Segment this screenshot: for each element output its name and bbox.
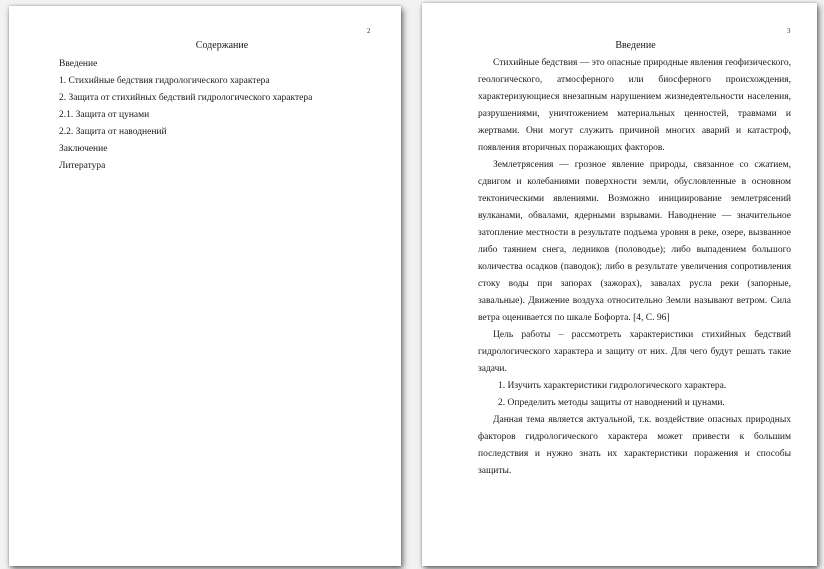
table-of-contents: [59, 56, 312, 175]
toc-title: Содержание: [195, 40, 249, 51]
paragraph: Данная тема является актуальной, т.к. воздействие опасных природных факторов гидрологического характера может привести к большим последствия и нужно знать их характеристики поражения и способы защиты.: [478, 415, 791, 476]
page-number: 2: [367, 27, 371, 35]
paragraph: Стихийные бедствия — это опасные природные явления геофизического, геологического, атмосферного или биосферного происхождения, характеризующиеся внезапным нарушением жизнедеятельности населения, разрушениями, уничтожением материальных ценностей, травмами и жертвами. Они могут служить причиной многих аварий и катастроф, появления вторичных поражающих факторов.: [478, 58, 791, 153]
page-number: 3: [787, 27, 791, 35]
toc-item-chapter-2: 2. Защита от стихийных бедствий гидрологического характера: [59, 93, 313, 103]
toc-item-literature: Литература: [59, 161, 106, 171]
list-item: 1. Изучить характеристики гидрологического характера.: [498, 381, 727, 391]
document-page-right: [422, 3, 817, 566]
introduction-title: Введение: [615, 40, 656, 51]
paragraph: Цель работы – рассмотреть характеристики стихийных бедствий гидрологического характера и защиту от них. Для чего будут решать такие задачи.: [478, 330, 791, 374]
toc-item-chapter-1: 1. Стихийные бедствия гидрологического характера: [59, 76, 270, 86]
toc-item-conclusion: Заключение: [59, 144, 108, 154]
toc-item-section-2-1: 2.1. Защита от цунами: [59, 110, 150, 120]
list-item: 2. Определить методы защиты от наводнений и цунами.: [498, 398, 725, 408]
document-page-left: [9, 6, 401, 566]
toc-item-section-2-2: 2.2. Защита от наводнений: [59, 127, 167, 137]
toc-item-introduction: Введение: [59, 59, 98, 69]
paragraph: Землетрясения — грозное явление природы, связанное со сжатием, сдвигом и колебаниями поверхности земли, обусловленные в основном тектоническими явлениями. Возможно инициирование землетрясений вулканами, обвалами, ядерными взрывами. Наводнение — значительное затопление местности в результате подъема уровня в реке, озере, вызванное либо таянием снега, ледников (половодье); либо выпадением большого количества осадков (паводок); либо в результате увеличения сопротивления стоку воды при запорах (зажорах), завалах русла реки (запорные, завальные). Движение воздуха относительно Земли называют ветром. Сила ветра оценивается по шкале Бофорта. [4, С. 96]: [478, 160, 791, 323]
introduction-body: [478, 55, 791, 480]
